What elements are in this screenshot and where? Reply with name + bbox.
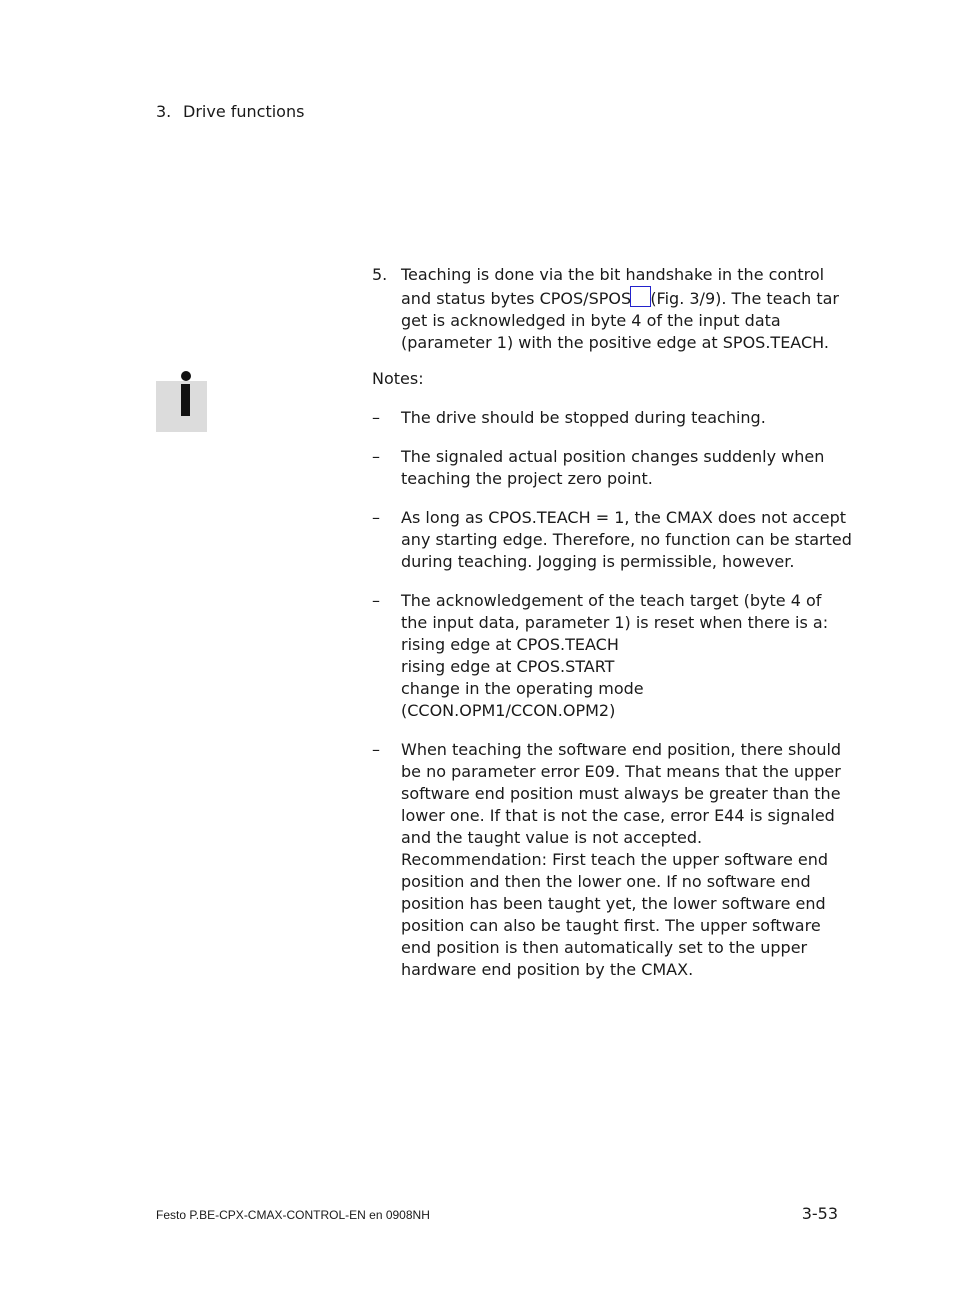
note-line: Recommendation: First teach the upper software end position and then the lower one. If no software end position has been taught yet, the lower software end position can also be taught first. The upper software end position is then automatically set to the upper hardware end position by the CMAX. (401, 850, 829, 979)
note-line: As long as CPOS.TEACH = 1, the CMAX does not accept any starting edge. Therefore, no function can be started during teaching. Jogging is permissible, however. (401, 508, 852, 571)
section-title: Drive functions (183, 102, 305, 121)
notes-list (372, 407, 852, 998)
note-line: change in the operating mode (CCON.OPM1/CCON.OPM2) (401, 679, 644, 720)
note-item (372, 407, 852, 429)
note-line: rising edge at CPOS.TEACH (401, 635, 619, 654)
section-header (156, 102, 304, 121)
dash-bullet: – (372, 408, 380, 427)
note-line: The signaled actual position changes suddenly when teaching the project zero point. (401, 447, 825, 488)
note-line: The acknowledgement of the teach target (byte 4 of the input data, parameter 1) is reset when there is a: (401, 591, 829, 632)
dash-bullet: – (372, 508, 380, 527)
step-5 (372, 264, 852, 354)
note-item (372, 507, 852, 573)
step-text (401, 264, 852, 354)
note-line: When teaching the software end position, there should be no parameter error E09. That means that the upper software end position must always be greater than the lower one. If that is not the case, error E44 is signaled and the taught value is not accepted. (401, 740, 842, 847)
note-line: rising edge at CPOS.START (401, 657, 615, 676)
section-number: 3. (156, 102, 172, 121)
page-number: 3-53 (801, 1204, 838, 1223)
dash-bullet: – (372, 591, 380, 610)
cross-reference-link[interactable] (630, 286, 651, 307)
note-line: The drive should be stopped during teaching. (401, 408, 766, 427)
info-icon-bar (181, 384, 190, 416)
notes-label: Notes: (372, 369, 424, 388)
footer-doc-id: Festo P.BE-CPX-CMAX-CONTROL-EN en 0908NH (156, 1208, 430, 1222)
dash-bullet: – (372, 740, 380, 759)
step-text-after: (Fig. 3/9). The teach tar get is acknowledged in byte 4 of the input data (parameter 1) with the positive edge at SPOS.TEACH. (401, 289, 839, 352)
step-text-before: Teaching is done via the bit handshake in the control and status bytes CPOS/SPOS (401, 265, 825, 308)
step-number: 5. (372, 265, 388, 284)
info-icon (156, 381, 207, 432)
note-item (372, 739, 852, 981)
dash-bullet: – (372, 447, 380, 466)
note-item (372, 590, 852, 722)
note-item (372, 446, 852, 490)
info-icon-dot (181, 371, 191, 381)
